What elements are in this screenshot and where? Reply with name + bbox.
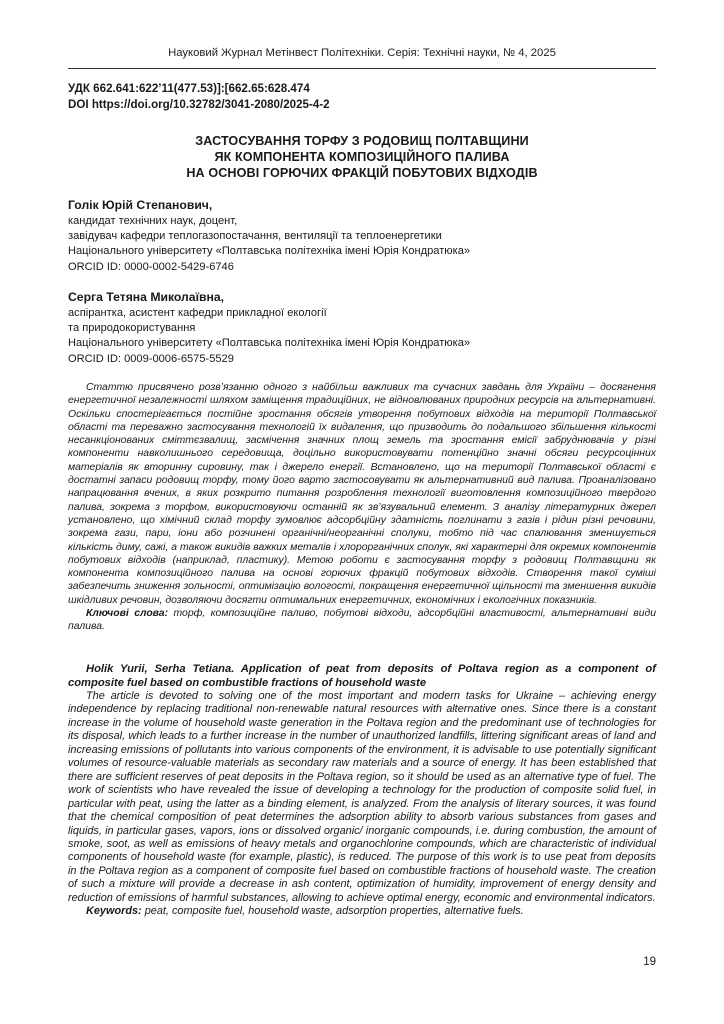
author-affiliation: Національного університету «Полтавська політехніка імені Юрія Кондратюка» (68, 337, 471, 350)
author-affiliation: Національного університету «Полтавська політехніка імені Юрія Кондратюка» (68, 245, 471, 258)
article-title (68, 133, 656, 181)
title-line: НА ОСНОВІ ГОРЮЧИХ ФРАКЦІЙ ПОБУТОВИХ ВІДХОДІВ (186, 166, 538, 180)
keywords-list: торф, композиційне паливо, побутові відходи, адсорбційні властивості, альтернативні види палива. (68, 608, 657, 633)
author-name: Голік Юрій Степанович, (68, 198, 213, 212)
english-title: Holik Yurii, Serha Tetiana. Application of peat from deposits of Poltava region as a component of composite fuel based on combustible fractions of household waste (68, 663, 656, 689)
keywords (68, 905, 656, 918)
author-name: Серга Тетяна Миколаївна, (68, 290, 225, 304)
author-orcid[interactable]: ORCID ID: 0009-0006-6575-5529 (68, 352, 234, 365)
author-block (68, 288, 656, 367)
abstract-text: Статтю присвячено розв’язанню одного з найбільш важливих та сучасних завдань для України – досягнення енергетичної незалежності шляхом заміщення традиційних, не відновлюваних природних ресурсів на альтернативні. Оскільки спостерігається постійне зростання обсягів утворення побутових відходів на території Полтавської області та переважно застосування технологій їх видалення, що призводить до подальшого збільшення кількості несанкціонованих сміттєзвалищ, засмічення значних площ земель та зростання емісії забруднювачів у різні компоненти навколишнього середовища, доцільно використовувати потенційно значні обсяги ресурсоцінних матеріалів як вторинну сировину, так і джерело енергії. Встановлено, що на території Полтавської області є достатні запаси родовищ торфу, тому його варто застосовувати як альтернативний вид палива. Проаналізовано напрацювання вчених, в яких розкрито питання розроблення технології виготовлення композиційного твердого палива, зокрема з торфом, використовуючи останній як зв’язувальний елемент. З аналізу літературних джерел установлено, що хімічний склад торфу зумовлює адсорбційну здатність поглинати з газів і рідин різні речовини, зокрема гази, пари, іони або розчинені органічні/неорганічні сполуки, тобто під час спалювання зменшується кількість диму, сажі, а також викидів важких металів і хлорорганічних сполук, які характерні для окремих компонентів побутових відходів (наприклад, пластику). Метою роботи є застосування торфу з родовищ Полтавщини як компонента композиційного палива на основі горючих фракцій побутових відходів. Створення такої суміші забезпечить зниження зольності, оптимізацію вологості, покращення енергетичної щільності та зменшення викидів шкідливих речовин, дозволяючи досягти оптимальних енергетичних, економічних і екологічних показників. (68, 382, 656, 606)
author-orcid[interactable]: ORCID ID: 0000-0002-5429-6746 (68, 260, 234, 273)
running-header: Науковий Журнал Метінвест Політехніки. Серія: Технічні науки, № 4, 2025 (168, 47, 556, 59)
keywords-label: Keywords: (86, 905, 142, 918)
author-position: та природокористування (68, 322, 196, 335)
header-divider (68, 68, 656, 69)
keywords-label: Ключові слова: (86, 608, 169, 620)
title-line: ЯК КОМПОНЕНТА КОМПОЗИЦІЙНОГО ПАЛИВА (214, 150, 510, 164)
article-identifiers (68, 81, 330, 113)
author-degree: кандидат технічних наук, доцент, (68, 215, 238, 227)
page-number: 19 (643, 956, 656, 968)
author-position: аспірантка, асистент кафедри прикладної екології (68, 307, 327, 319)
keywords-list: peat, composite fuel, household waste, adsorption properties, alternative fuels. (144, 905, 524, 918)
author-position: завідувач кафедри теплогазопостачання, вентиляції та теплоенергетики (68, 230, 442, 243)
abstract-text: The article is devoted to solving one of the most important and modern tasks for Ukraine – achieving energy independence by replacing traditional non-renewable natural resources with alternative ones. Since there is a constant increase in the volume of household waste generation in the Poltava region and the predominant use of technologies for its disposal, which leads to a further increase in the number of unauthorized landfills, littering significant areas of land and increasing emissions of pollutants into various components of the environment, it is advisable to use potentially significant volumes of resource-valuable materials as secondary raw materials and a source of energy. It has been established that there are sufficient reserves of peat deposits in the Poltava region, so it should be used as an alternative type of fuel. The work of scientists who have revealed the issue of developing a technology for the production of composite solid fuel, in particular with peat, using the latter as a binding element, is analyzed. From the analysis of literary sources, it was found that the chemical composition of peat determines the adsorption ability to absorb various substances from gases and liquids, in particular gases, vapors, ions or dissolved organic/ inorganic compounds, i.e. during combustion, the amount of smoke, soot, as well as emissions of heavy metals and organochlorine compounds, which are characteristic of individual components of household waste (for example, plastic), is reduced. The purpose of this work is to use peat from deposits in the Poltava region as a component of composite fuel based on combustible fractions of household waste. The creation of such a mixture will provide a decrease in ash content, optimization of humidity, improvement of energy density and reduction of emissions of harmful substances, allowing to achieve optimal energy, economic and environmental indicators. (68, 690, 656, 904)
title-line: ЗАСТОСУВАННЯ ТОРФУ З РОДОВИЩ ПОЛТАВЩИНИ (195, 134, 529, 148)
udk-code: УДК 662.641:622’11(477.53)]:[662.65:628.474 (68, 82, 310, 95)
keywords (68, 607, 656, 634)
abstract-english (68, 690, 656, 919)
abstract-ukrainian (68, 381, 656, 634)
author-block (68, 196, 656, 275)
doi-link[interactable]: DOI https://doi.org/10.32782/3041-2080/2025-4-2 (68, 98, 330, 111)
